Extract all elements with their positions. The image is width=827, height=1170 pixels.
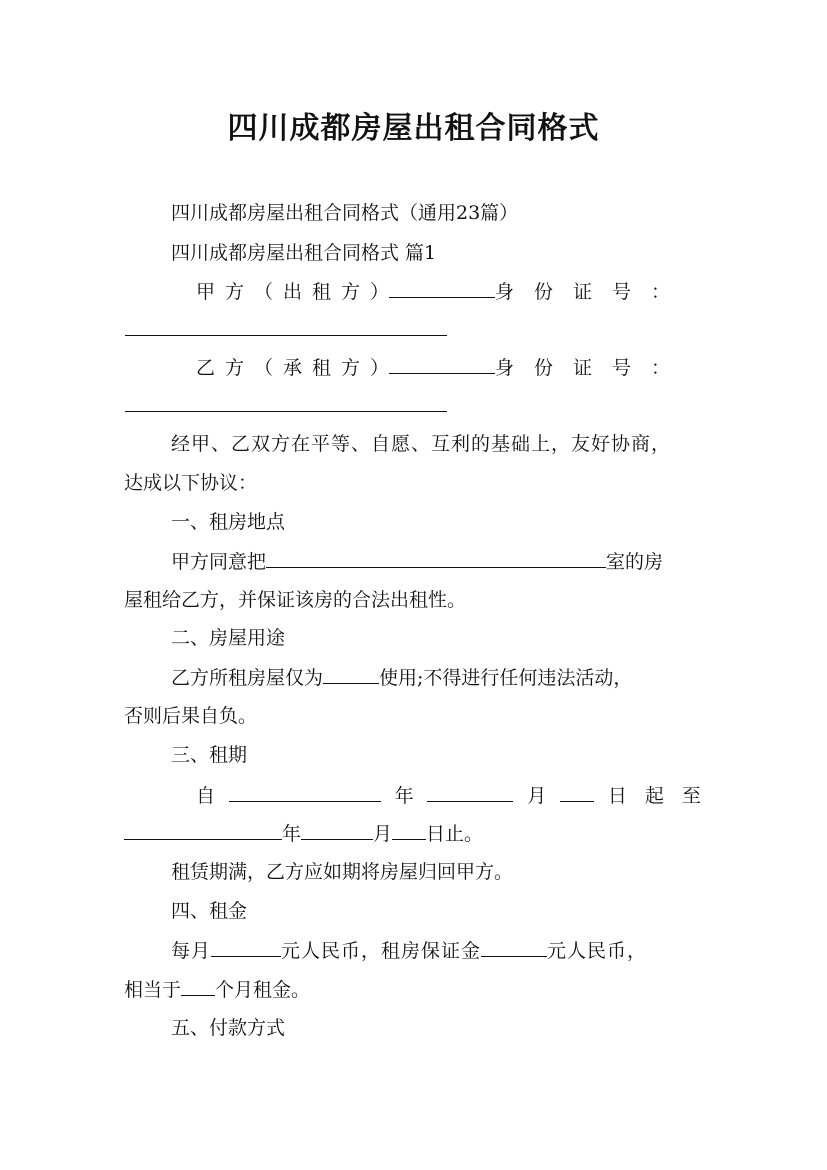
term-end-day-label: 日止。	[426, 823, 484, 845]
section-location-line1	[171, 549, 663, 574]
section-term-heading: 三、租期	[171, 744, 248, 766]
location-suffix: 室的房	[606, 551, 664, 573]
party-b-name-blank	[389, 355, 495, 374]
term-day-from-label: 日起至	[607, 785, 719, 807]
intro-text-line1: 经甲、乙双方在平等、自愿、互利的基础上，友好协商，	[171, 433, 672, 455]
section-rent-heading: 四、租金	[171, 900, 248, 922]
term-end-day-blank	[392, 821, 426, 840]
party-b-id-blank	[125, 411, 447, 412]
term-expiry-text: 租赁期满，乙方应如期将房屋归回甲方。	[171, 861, 514, 883]
party-a-name-blank	[389, 279, 495, 298]
section-payment-heading: 五、付款方式	[171, 1017, 286, 1039]
term-start-day-blank	[560, 783, 594, 802]
usage-purpose-blank	[323, 665, 379, 684]
party-a-line	[196, 279, 690, 304]
section-rent-line1	[171, 938, 647, 963]
section-usage-heading: 二、房屋用途	[171, 627, 286, 649]
term-end-year-blank	[124, 821, 282, 840]
rent-months-blank	[181, 977, 215, 996]
party-b-label: 乙方（承租方）	[196, 357, 400, 379]
term-end-year-label: 年	[282, 823, 302, 845]
term-start-month-blank	[427, 783, 513, 802]
section-heading: 四川成都房屋出租合同格式 篇1	[171, 242, 437, 264]
term-from-line	[196, 783, 719, 808]
term-start-year-blank	[229, 783, 381, 802]
section-location-heading: 一、租房地点	[171, 511, 286, 533]
rent-currency-label: 元人民币，	[547, 940, 648, 962]
usage-prefix: 乙方所租房屋仅为	[171, 667, 324, 689]
rent-months-label: 个月租金。	[215, 979, 311, 1001]
document-title: 四川成都房屋出租合同格式	[227, 111, 600, 146]
party-a-label: 甲方（出租方）	[196, 281, 400, 303]
party-b-id-label: 身份证号：	[494, 357, 690, 379]
usage-suffix: 使用;不得进行任何违法活动，	[379, 667, 633, 689]
section-usage-line2: 否则后果自负。	[124, 705, 258, 727]
term-end-line	[124, 821, 483, 846]
section-location-line2: 屋租给乙方，并保证该房的合法出租性。	[124, 589, 467, 611]
intro-text-line2: 达成以下协议：	[124, 472, 258, 494]
rent-monthly-label: 每月	[171, 940, 212, 962]
section-rent-line2	[124, 977, 310, 1002]
room-number-blank	[266, 549, 606, 568]
party-a-id-blank	[125, 335, 447, 336]
term-month-label: 月	[527, 785, 547, 807]
rent-equivalent-label: 相当于	[124, 979, 182, 1001]
rent-deposit-blank	[481, 938, 547, 957]
term-end-month-label: 月	[373, 823, 393, 845]
location-prefix: 甲方同意把	[171, 551, 267, 573]
section-usage-line1	[171, 665, 632, 690]
term-year-label: 年	[394, 785, 414, 807]
party-a-id-label: 身份证号：	[494, 281, 690, 303]
document-subtitle: 四川成都房屋出租合同格式（通用23篇）	[171, 202, 519, 224]
term-from-label: 自	[196, 785, 216, 807]
party-b-line	[196, 355, 690, 380]
rent-deposit-label: 元人民币，租房保证金	[281, 940, 482, 962]
term-end-month-blank	[301, 821, 373, 840]
rent-monthly-blank	[211, 938, 281, 957]
